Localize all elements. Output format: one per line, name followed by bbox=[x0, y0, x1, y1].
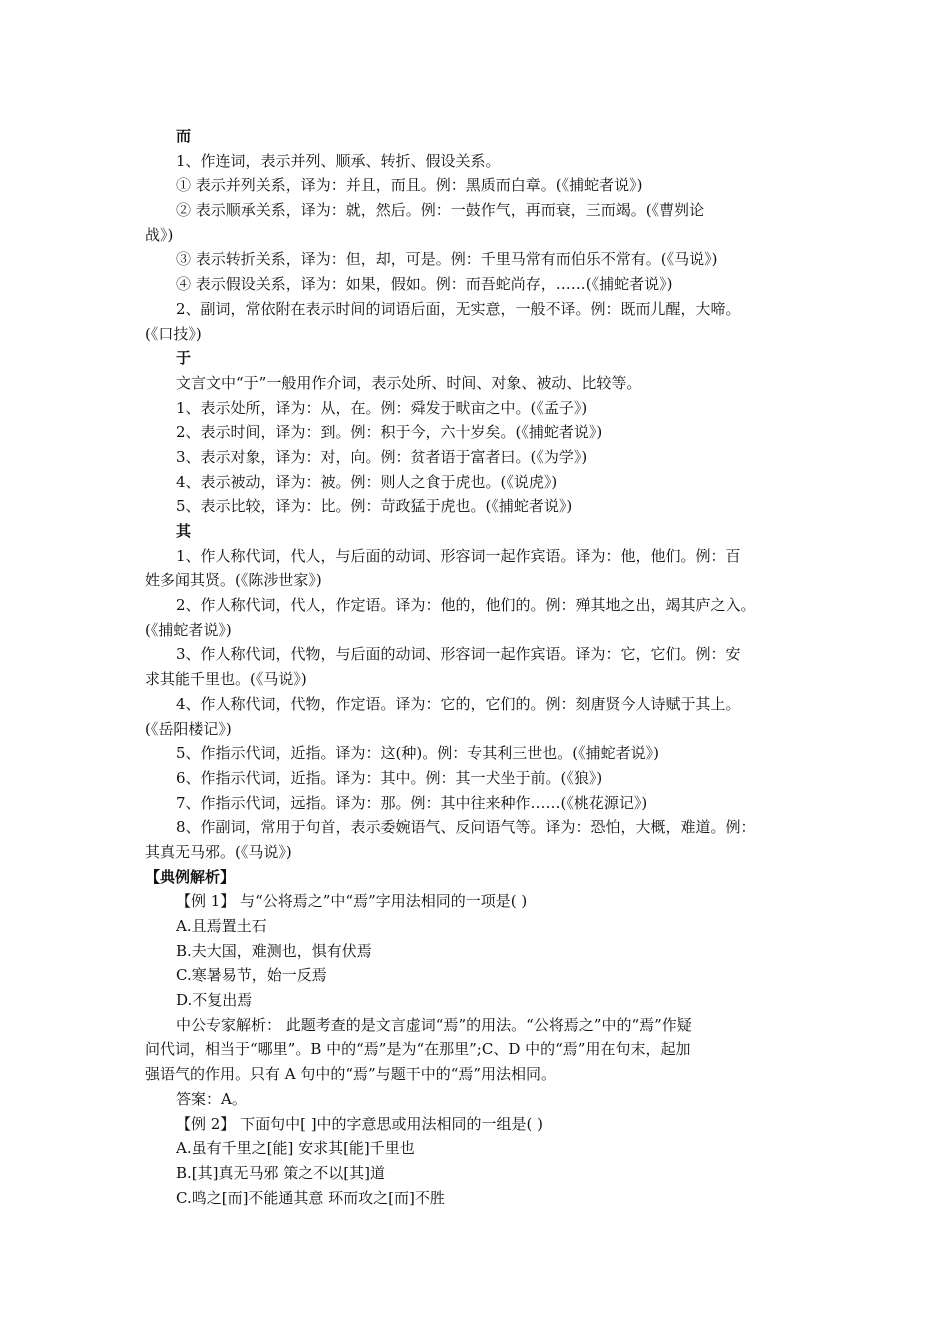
text-line: ④ 表示假设关系，译为：如果，假如。例：而吾蛇尚存，……(《捕蛇者说》) bbox=[176, 275, 673, 294]
text-line: ① 表示并列关系，译为：并且，而且。例：黑质而白章。(《捕蛇者说》) bbox=[176, 176, 643, 195]
text-line: D.不复出焉 bbox=[176, 991, 253, 1010]
text-line: 2、表示时间，译为：到。例：积于今，六十岁矣。(《捕蛇者说》) bbox=[176, 423, 603, 442]
text-line: 问代词，相当于“哪里”。B 中的“焉”是为“在那里”;C、D 中的“焉”用在句末，起加 bbox=[145, 1040, 691, 1059]
section-heading: 【典例解析】 bbox=[145, 867, 236, 886]
text-line: 6、作指示代词，近指。译为：其中。例：其一犬坐于前。(《狼》) bbox=[176, 768, 603, 787]
text-line: 2、作人称代词，代人，作定语。译为：他的，他们的。例：殚其地之出，竭其庐之入。 bbox=[176, 596, 756, 615]
text-line: 1、作连词，表示并列、顺承、转折、假设关系。 bbox=[176, 151, 501, 170]
text-line: B.夫大国，难测也，惧有伏焉 bbox=[176, 941, 372, 960]
document-page bbox=[145, 124, 815, 1210]
text-line: 强语气的作用。只有 A 句中的“焉”与题干中的“焉”用法相同。 bbox=[145, 1065, 557, 1084]
text-line: 1、表示处所，译为：从，在。例：舜发于畎亩之中。(《孟子》) bbox=[176, 398, 588, 417]
text-line: 2、副词，常依附在表示时间的词语后面，无实意，一般不译。例：既而儿醒，大啼。 bbox=[176, 299, 741, 318]
text-line: 战》) bbox=[145, 225, 174, 244]
text-line: C.寒暑易节，始一反焉 bbox=[176, 966, 327, 985]
text-line: 姓多闻其贤。(《陈涉世家》) bbox=[145, 571, 322, 590]
text-line: (《岳阳楼记》) bbox=[145, 719, 232, 738]
section-heading: 其 bbox=[176, 522, 192, 540]
text-line: 答案：A。 bbox=[176, 1089, 247, 1108]
text-line: 文言文中“于”一般用作介词，表示处所、时间、对象、被动、比较等。 bbox=[176, 373, 642, 392]
text-line: 4、作人称代词，代物，作定语。译为：它的，它们的。例：刻唐贤今人诗赋于其上。 bbox=[176, 694, 741, 713]
text-line: 求其能千里也。(《马说》) bbox=[145, 670, 307, 689]
section-heading: 而 bbox=[176, 127, 192, 145]
text-line: B.[其]真无马邪 策之不以[其]道 bbox=[176, 1163, 385, 1182]
text-line: 3、表示对象，译为：对，向。例：贫者语于富者曰。(《为学》) bbox=[176, 447, 588, 466]
text-line: ② 表示顺承关系，译为：就，然后。例：一鼓作气，再而衰，三而竭。(《曹刿论 bbox=[176, 201, 705, 220]
text-line: 5、表示比较，译为：比。例：苛政猛于虎也。(《捕蛇者说》) bbox=[176, 497, 573, 516]
text-line: (《捕蛇者说》) bbox=[145, 620, 232, 639]
text-line: A.且焉置土石 bbox=[176, 917, 267, 935]
text-line: (《口技》) bbox=[145, 324, 202, 343]
section-heading: 于 bbox=[176, 349, 192, 368]
text-line: 5、作指示代词，近指。译为：这(种)。例：专其利三世也。(《捕蛇者说》) bbox=[176, 744, 659, 763]
text-line: C.鸣之[而]不能通其意 环而攻之[而]不胜 bbox=[176, 1188, 445, 1207]
text-line: 【例 1】 与“公将焉之”中“焉”字用法相同的一项是( ) bbox=[176, 892, 528, 911]
text-line: A.虽有千里之[能] 安求其[能]千里也 bbox=[176, 1139, 415, 1158]
text-line: 8、作副词，常用于句首，表示委婉语气、反问语气等。译为：恐怕，大概，难道。例： bbox=[176, 818, 756, 837]
text-line: ③ 表示转折关系，译为：但，却，可是。例：千里马常有而伯乐不常有。(《马说》) bbox=[176, 250, 718, 269]
text-line: 【例 2】 下面句中[ ]中的字意思或用法相同的一组是( ) bbox=[176, 1114, 544, 1133]
text-line: 中公专家解析： 此题考查的是文言虚词“焉”的用法。“公将焉之”中的“焉”作疑 bbox=[176, 1015, 692, 1034]
text-line: 4、表示被动，译为：被。例：则人之食于虎也。(《说虎》) bbox=[176, 472, 558, 491]
text-line: 3、作人称代词，代物，与后面的动词、形容词一起作宾语。译为：它，它们。例：安 bbox=[176, 645, 741, 664]
text-line: 其真无马邪。(《马说》) bbox=[145, 842, 292, 861]
text-line: 7、作指示代词，远指。译为：那。例：其中往来种作……(《桃花源记》) bbox=[176, 793, 648, 812]
text-line: 1、作人称代词，代人，与后面的动词、形容词一起作宾语。译为：他，他们。例：百 bbox=[176, 546, 741, 565]
